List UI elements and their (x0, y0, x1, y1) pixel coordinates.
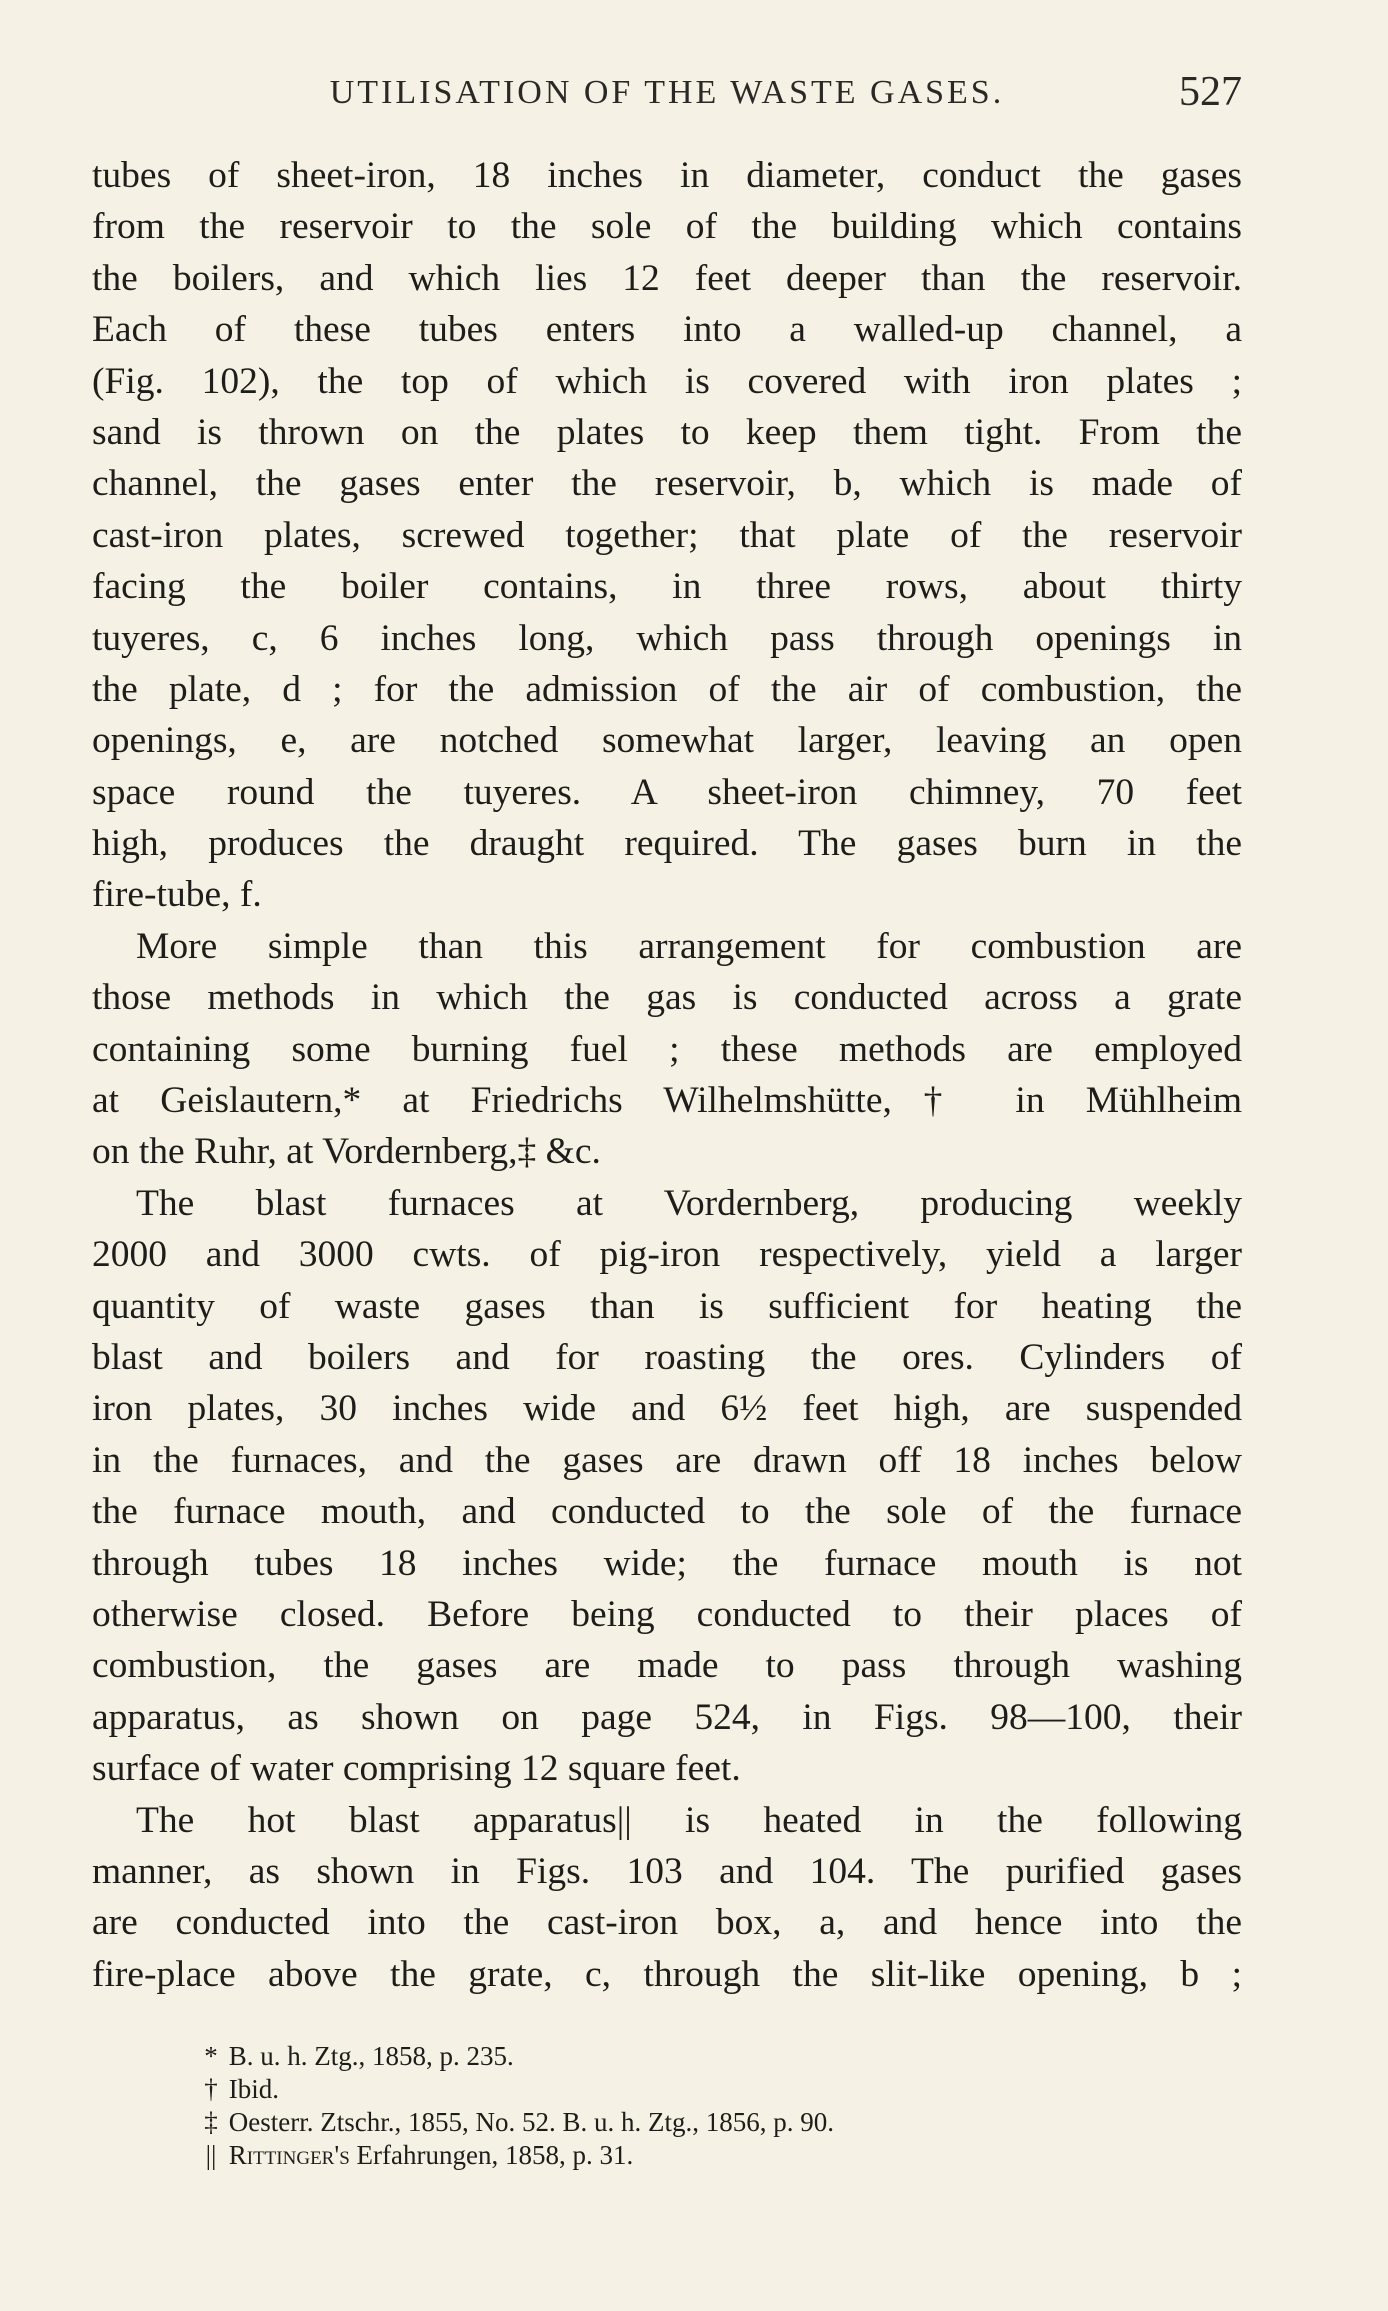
text-line: tubes of sheet-iron, 18 inches in diameter, conduct the gases (92, 155, 1242, 196)
running-head (92, 68, 1242, 118)
text-line: tuyeres, c, 6 inches long, which pass through openings in (92, 617, 1242, 659)
text-line: cast-iron plates, screwed together; that plate of the reservoir (92, 514, 1242, 556)
footnote-text: Erfahrungen, 1858, p. 31. (349, 2140, 634, 2170)
text-line: fire-tube, f. (92, 874, 262, 916)
text-line: The hot blast apparatus|| is heated in the following (136, 1799, 1242, 1841)
text-line: apparatus, as shown on page 524, in Figs. 98—100, their (92, 1696, 1242, 1738)
footnote (200, 2106, 1200, 2139)
text-line: surface of water comprising 12 square feet. (92, 1748, 741, 1790)
text-line: otherwise closed. Before being conducted to their places of (92, 1593, 1242, 1635)
text-line: 2000 and 3000 cwts. of pig-iron respectively, yield a larger (92, 1234, 1242, 1276)
footnote-mark: * (204, 2041, 218, 2071)
text-line: containing some burning fuel ; these methods are employed (92, 1028, 1242, 1070)
text-line: those methods in which the gas is conducted across a grate (92, 977, 1242, 1019)
text-line: combustion, the gases are made to pass through washing (92, 1645, 1242, 1687)
text-line: are conducted into the cast-iron box, a, and hence into the (92, 1902, 1242, 1944)
footnote-mark: || (205, 2140, 217, 2170)
text-line: through tubes 18 inches wide; the furnace mouth is not (92, 1542, 1242, 1584)
text-line: the furnace mouth, and conducted to the sole of the furnace (92, 1491, 1242, 1533)
text-line: the boilers, and which lies 12 feet deeper than the reservoir. (92, 257, 1242, 299)
text-line: on the Ruhr, at Vordernberg,‡ &c. (92, 1131, 601, 1173)
text-line: sand is thrown on the plates to keep them tight. From the (92, 411, 1242, 453)
page-number: 527 (1179, 69, 1242, 115)
text-line: channel, the gases enter the reservoir, b, which is made of (92, 463, 1242, 505)
text-line: the plate, d ; for the admission of the air of combustion, the (92, 668, 1242, 710)
text-line: from the reservoir to the sole of the building which contains (92, 206, 1242, 248)
text-line: blast and boilers and for roasting the ores. Cylinders of (92, 1336, 1242, 1378)
footnote (200, 2139, 1200, 2172)
footnote (200, 2040, 1200, 2073)
text-line: The blast furnaces at Vordernberg, producing weekly (136, 1182, 1242, 1224)
text-line: in the furnaces, and the gases are drawn off 18 inches below (92, 1439, 1242, 1481)
footnote-text: Oesterr. Ztschr., 1855, No. 52. B. u. h. Ztg., 1856, p. 90. (228, 2107, 834, 2137)
text-line: iron plates, 30 inches wide and 6½ feet high, are suspended (92, 1388, 1242, 1430)
footnote (200, 2073, 1200, 2106)
text-line: More simple than this arrangement for combustion are (136, 925, 1242, 967)
footnotes (200, 2040, 1200, 2172)
text-line: manner, as shown in Figs. 103 and 104. The purified gases (92, 1850, 1242, 1892)
body-text (92, 150, 1242, 2000)
text-line: (Fig. 102), the top of which is covered with iron plates ; (92, 360, 1242, 402)
text-line: high, produces the draught required. The gases burn in the (92, 823, 1242, 865)
running-title: UTILISATION OF THE WASTE GASES. (329, 74, 1005, 111)
text-line: fire-place above the grate, c, through the slit-like opening, b ; (92, 1953, 1242, 1995)
footnote-mark: † (204, 2074, 218, 2104)
text-line: at Geislautern,* at Friedrichs Wilhelmshütte,† in Mühlheim (92, 1080, 1242, 1122)
text-line: Each of these tubes enters into a walled-up channel, a (92, 309, 1242, 351)
footnote-text: Ibid. (228, 2074, 279, 2104)
text-line: space round the tuyeres. A sheet-iron chimney, 70 feet (92, 771, 1242, 813)
footnote-mark: ‡ (204, 2107, 218, 2137)
text-line: quantity of waste gases than is sufficient for heating the (92, 1285, 1242, 1327)
text-line: openings, e, are notched somewhat larger, leaving an open (92, 720, 1242, 762)
text-line: facing the boiler contains, in three rows, about thirty (92, 566, 1242, 608)
footnote-author: Rittinger's (228, 2140, 350, 2170)
footnote-text: B. u. h. Ztg., 1858, p. 235. (228, 2041, 514, 2071)
